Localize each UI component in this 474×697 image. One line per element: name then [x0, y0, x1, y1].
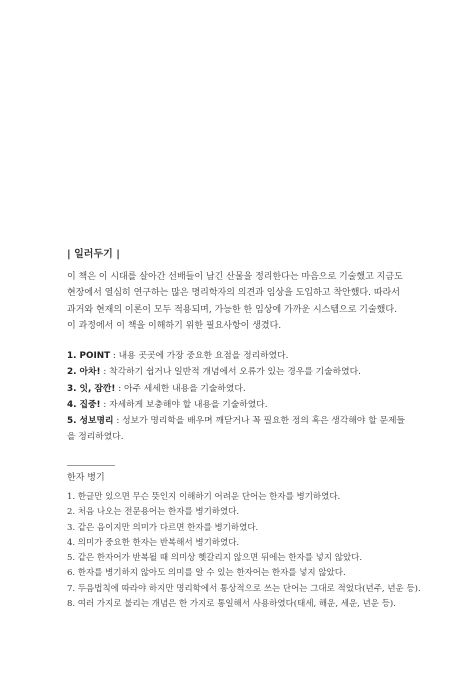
rule-text: : 성보가 명리학을 배우며 깨닫거나 꼭 필요한 정의 혹은 생각해야 할 문제들을 정리하였다. [67, 416, 405, 443]
rule-text: : 내용 곳곳에 가장 중요한 요점을 정리하였다. [110, 351, 289, 361]
hanja-rule-item: 6. 한자를 병기하지 않아도 의미를 알 수 있는 한자어는 한자를 넣지 않았다. [67, 568, 346, 579]
rule-key: 4. 집중! [67, 399, 101, 410]
hanja-section-title: 한자 병기 [67, 473, 105, 483]
rule-item [67, 397, 407, 413]
rule-item [67, 364, 407, 380]
hanja-rule-item: 4. 의미가 중요한 한자는 반복해서 병기하였다. [67, 537, 240, 548]
hanja-rule-item: 7. 두음법칙에 따라야 하지만 명리학에서 통상적으로 쓰는 단어는 그대로 적었다(년주, 년운 등). [67, 583, 421, 594]
hanja-rule-item: 1. 한글만 있으면 무슨 뜻인지 이해하기 어려운 단어는 한자를 병기하였다. [67, 492, 341, 502]
rule-key: 5. 성보명리 [67, 416, 114, 427]
hanja-rule-item: 5. 같은 한자어가 반복될 때 의미상 헷갈리지 않으면 뒤에는 한자를 넣지 않았다. [67, 553, 363, 564]
rule-text: : 착각하기 쉽거나 일반적 개념에서 오류가 있는 경우를 기술하였다. [100, 367, 361, 378]
hanja-rule-item: 3. 같은 음이지만 의미가 다르면 한자를 병기하였다. [67, 522, 259, 533]
hanja-rule-item: 2. 처음 나오는 전문용어는 한자를 병기하였다. [67, 507, 240, 518]
section-divider [67, 465, 115, 466]
rule-item [67, 381, 407, 397]
hanja-rule-item: 8. 여러 가지로 불리는 개념은 한 가지로 통일해서 사용하였다(태세, 해운, 세운, 년운 등). [67, 599, 396, 610]
rule-text: : 아주 세세한 내용을 기술하였다. [115, 383, 246, 394]
rule-key: 3. 잇, 잠깐! [67, 383, 116, 394]
rule-key: 2. 아차! [67, 367, 101, 378]
notes-heading: | 일러두기 | [67, 249, 120, 260]
rule-key: 1. POINT [67, 351, 111, 361]
rule-item [67, 348, 407, 364]
hanja-rules-list [67, 490, 421, 612]
rule-item [67, 413, 407, 446]
rule-text: : 자세하게 보충해야 할 내용을 기술하였다. [100, 399, 268, 410]
notes-intro: 이 책은 이 시대를 살아간 선배들이 남긴 산물을 정리한다는 마음으로 기술했고 지금도 현장에서 열심히 연구하는 많은 명리학자의 의견과 임상을 도입하고 착안했다. 따라서 과거와 현재의 이론이 모두 적용되며, 가능한 한 임상에 가까운 시스템으로 기술했다. 이 과정에서 이 책을 이해하기 위한 필요사항이 생겼다. [67, 272, 403, 331]
notes-rules-list [67, 348, 407, 446]
